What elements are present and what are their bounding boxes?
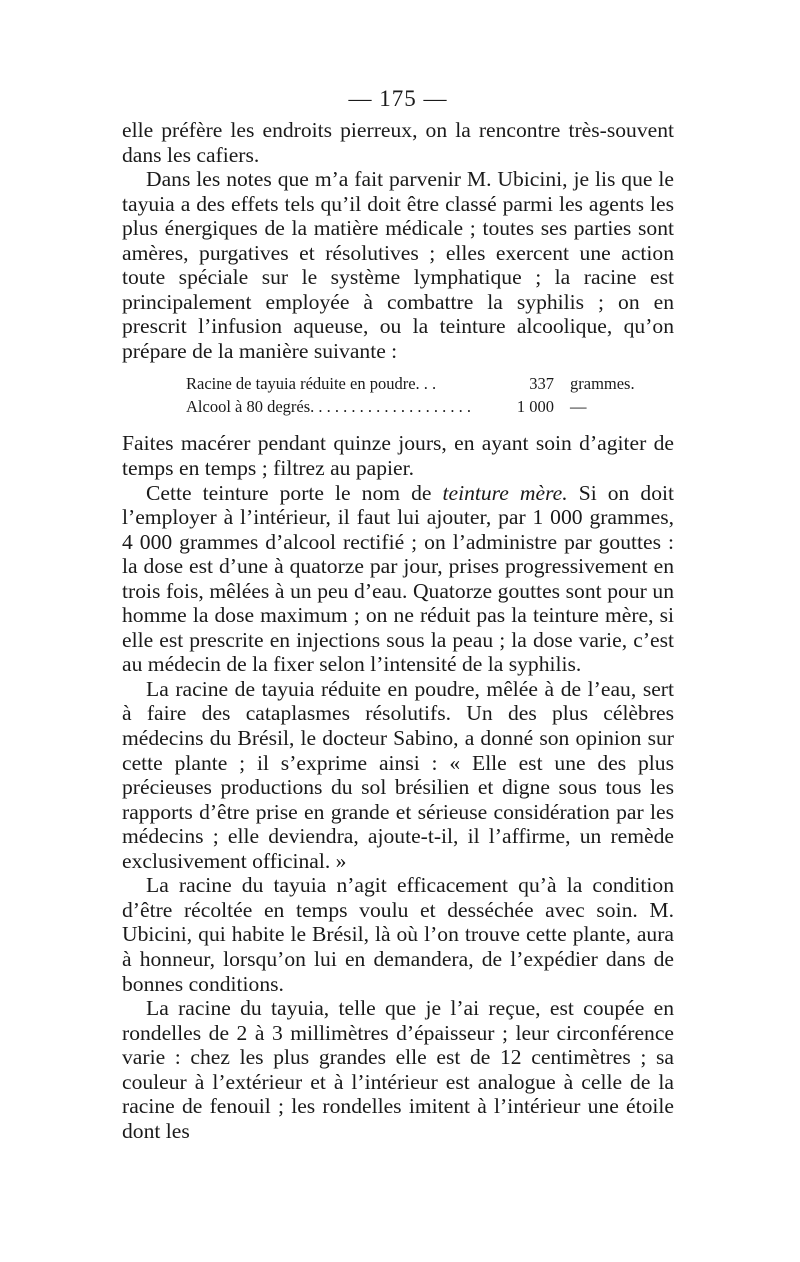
paragraph-teinture-mere (122, 481, 674, 677)
paragraph-continuation: elle préfère les endroits pierreux, on la rencontre très-souvent dans les cafiers. (122, 118, 674, 167)
teinture-text-after: Si on doit l’employer à l’intérieur, il faut lui ajouter, par 1 000 grammes, 4 000 grammes d’alcool rectifié ; on l’administre par gouttes : la dose est d’une à quatorze par jour, prises progressivement en trois fois, mêlées à un peu d’eau. Quatorze gouttes sont pour un homme la dose maximum ; on ne réduit pas la teinture mère, si elle est prescrite en injections sous la peau ; la dose varie, c’est au médecin de la fixer selon l’intensité de la syphilis. (122, 480, 674, 677)
recipe-unit: grammes. (570, 374, 635, 394)
book-page (122, 84, 674, 1143)
recipe-quantity: 1 000 (516, 397, 554, 417)
paragraph-ubicini-notes: Dans les notes que m’a fait parvenir M. Ubicini, je lis que le tayuia a des effets tels qu’il doit être classé parmi les agents les plus énergiques de la matière médicale ; toutes ses parties sont amères, purgatives et résolutives ; elles exercent une action toute spéciale sur le système lymphatique ; la racine est principalement employée à combattre la syphilis ; on en prescrit l’infusion aqueuse, ou la teinture alcoolique, qu’on prépare de la manière suivante : (122, 167, 674, 363)
recipe-ingredient: Alcool à 80 degrés. . . . . . . . . . . . . . . . . . . . (186, 397, 472, 417)
recipe-row (122, 372, 674, 395)
paragraph-maceration: Faites macérer pendant quinze jours, en ayant soin d’agiter de temps en temps ; filtrez au papier. (122, 431, 674, 481)
paragraph-cataplasmes: La racine de tayuia réduite en poudre, mêlée à de l’eau, sert à faire des cataplasmes résolutifs. Un des plus célèbres médecins du Brésil, le docteur Sabino, a donné son opinion sur cette plante ; il s’exprime ainsi : « Elle est une des plus précieuses productions du sol brésilien et digne sous tous les rapports d’être prise en grande et sérieuse considération par les médecins ; elle deviendra, ajoute-t-il, il l’affirme, un remède exclusivement officinal. » (122, 676, 674, 873)
recipe-ingredient: Racine de tayuia réduite en poudre. . . (186, 374, 437, 394)
paragraph-recolte: La racine du tayuia n’agit efficacement qu’à la condition d’être récoltée en temps voulu et desséchée avec soin. M. Ubicini, qui habite le Brésil, là où l’on trouve cette plante, aura à honneur, lorsqu’on lui en demandera, de l’expédier dans de bonnes conditions. (122, 873, 674, 996)
page-number: — 175 — (348, 86, 448, 111)
teinture-text-before: Cette teinture porte le nom de (146, 480, 443, 505)
paragraph-rondelles: La racine du tayuia, telle que je l’ai reçue, est coupée en rondelles de 2 à 3 millimètres d’épaisseur ; leur circonférence varie : chez les plus grandes elle est de 12 centimètres ; sa couleur à l’extérieur et à l’intérieur est analogue à celle de la racine de fenouil ; les rondelles imitent à l’intérieur une étoile dont les (122, 996, 674, 1143)
recipe-list (122, 372, 674, 418)
page-body (122, 118, 674, 1143)
recipe-quantity: 337 (529, 374, 554, 394)
recipe-row (122, 395, 674, 418)
recipe-unit: — (570, 397, 587, 417)
teinture-emphasis: teinture mère. (442, 480, 568, 505)
